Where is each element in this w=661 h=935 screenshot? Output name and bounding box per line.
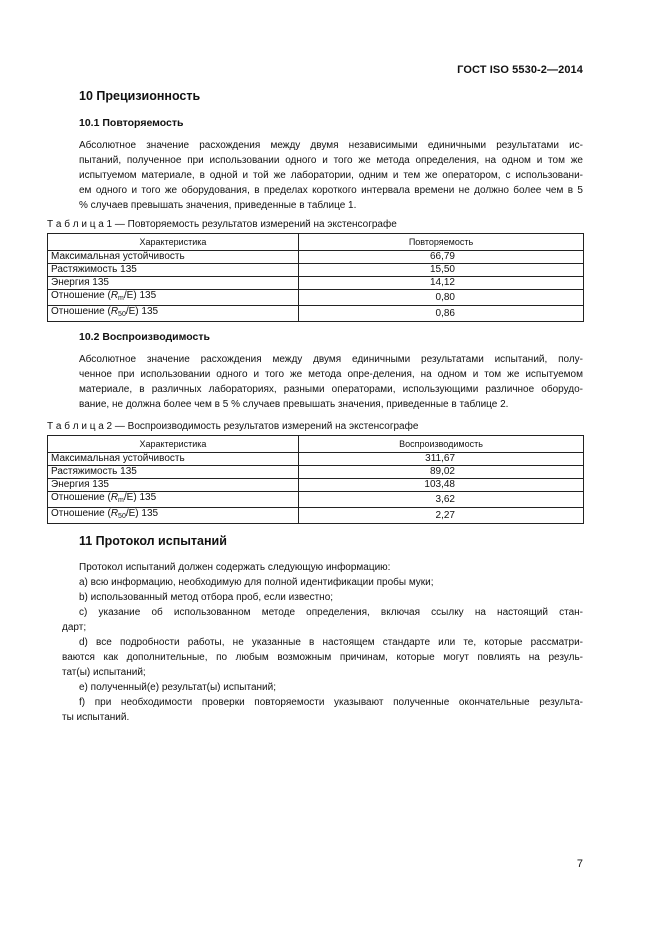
list-item: f) при необходимости проверки повторяемости указывают полученные окончательные результа- (79, 697, 583, 708)
column-header: Повторяемость (299, 234, 584, 251)
table-1-caption-text: — Повторяемость результатов измерений на экстенсографе (112, 219, 397, 230)
row-name: Растяжимость 135 (48, 466, 299, 479)
row-name-text: Отношение ( (51, 290, 111, 301)
document-id-header: ГОСТ ISO 5530-2—2014 (457, 64, 583, 76)
paragraph-line: испытуемом материале, в одной и той же лаборатории, одним и тем же оператором, с использовани- (79, 170, 583, 181)
page-number: 7 (576, 858, 583, 870)
row-value: 89,02 (299, 466, 584, 479)
row-value: 311,67 (299, 453, 584, 466)
table-row (48, 251, 584, 264)
paragraph-line: % случаев превышать значения, приведенные в таблице 1. (79, 200, 357, 211)
paragraph-line: материале, в различных лабораториях, разными операторами, использующими различное оборудо- (79, 384, 583, 395)
row-value: 3,62 (299, 492, 584, 508)
row-name (48, 306, 299, 322)
list-item: e) полученный(е) результат(ы) испытаний; (79, 682, 276, 693)
table-row (48, 306, 584, 322)
table-row (48, 277, 584, 290)
table-1-caption-prefix: Т а б л и ц а 1 (47, 219, 113, 230)
row-value: 2,27 (299, 508, 584, 524)
table-header-row (48, 436, 584, 453)
table-row (48, 290, 584, 306)
table-row (48, 479, 584, 492)
column-header: Характеристика (48, 436, 299, 453)
row-value: 103,48 (299, 479, 584, 492)
row-name-variable: R (110, 306, 119, 317)
subsection-10-1-title: 10.1 Повторяемость (79, 117, 184, 129)
paragraph-line: ем одного и того же оборудования, в пределах короткого интервала времени не должно более чем в 5 (79, 185, 583, 196)
test-report-list (62, 560, 583, 725)
section-11-title: 11 Протокол испытаний (79, 534, 227, 548)
list-item-continuation: ваются как дополнительные, по любым возможным причинам, которые могут повлиять на резуль- (62, 652, 583, 663)
row-name-text: Отношение ( (51, 508, 111, 519)
subsection-10-2-title: 10.2 Воспроизводимость (79, 331, 210, 343)
row-name-text: Отношение ( (51, 306, 111, 317)
row-name-variable: R (110, 492, 119, 503)
table-row (48, 508, 584, 524)
row-value: 0,80 (299, 290, 584, 306)
row-name-text: /E) 135 (125, 508, 159, 519)
row-name: Максимальная устойчивость (48, 453, 299, 466)
row-name-subscript: m (118, 295, 124, 302)
table-header-row (48, 234, 584, 251)
list-item-continuation: ты испытаний. (62, 712, 130, 723)
list-intro: Протокол испытаний должен содержать следующую информацию: (79, 562, 391, 573)
table-2-caption-text: — Воспроизводимость результатов измерений на экстенсографе (112, 421, 419, 432)
row-name-text: /E) 135 (123, 290, 157, 301)
row-name-variable: R (110, 508, 119, 519)
paragraph-line: вание, не должна более чем в 5 % случаев превышать значения, приведенные в таблице 2. (79, 399, 509, 410)
row-name: Растяжимость 135 (48, 264, 299, 277)
table-row (48, 264, 584, 277)
paragraph-line: пытаний, полученное при использовании одного и того же метода определения, на одном и том же (79, 155, 583, 166)
section-10-title: 10 Прецизионность (79, 89, 201, 103)
repeatability-paragraph (79, 138, 583, 213)
row-name-text: /E) 135 (125, 306, 159, 317)
row-name (48, 508, 299, 524)
list-item-continuation: тат(ы) испытаний; (62, 667, 146, 678)
list-item: c) указание об использованном методе определения, включая ссылку на настоящий стан- (79, 607, 583, 618)
table-row (48, 453, 584, 466)
table-1-repeatability (47, 233, 584, 322)
table-row (48, 492, 584, 508)
reproducibility-paragraph (79, 352, 583, 412)
row-name (48, 290, 299, 306)
list-item: b) использованный метод отбора проб, если известно; (79, 592, 334, 603)
row-name: Энергия 135 (48, 479, 299, 492)
row-value: 0,86 (299, 306, 584, 322)
column-header: Воспроизводимость (299, 436, 584, 453)
paragraph-line: ченное при использовании одного и того же метода опре-деления, на одном и том же испытуемом (79, 369, 583, 380)
row-name-text: /E) 135 (123, 492, 157, 503)
list-item-continuation: дарт; (62, 622, 87, 633)
paragraph-line: Абсолютное значение расхождения между двумя единичными результатами испытаний, полу- (79, 354, 583, 365)
table-2-caption (47, 421, 418, 432)
list-item: d) все подробности работы, не указанные в настоящем стандарте или те, которые рассматри- (79, 637, 583, 648)
row-value: 14,12 (299, 277, 584, 290)
row-name-variable: R (110, 290, 119, 301)
list-item: a) всю информацию, необходимую для полной идентификации пробы муки; (79, 577, 434, 588)
row-name: Энергия 135 (48, 277, 299, 290)
row-value: 66,79 (299, 251, 584, 264)
row-name-subscript: 50 (118, 311, 126, 318)
row-name-subscript: m (118, 497, 124, 504)
row-name-text: Отношение ( (51, 492, 111, 503)
row-value: 15,50 (299, 264, 584, 277)
table-row (48, 466, 584, 479)
table-2-caption-prefix: Т а б л и ц а 2 (47, 421, 113, 432)
column-header: Характеристика (48, 234, 299, 251)
row-name: Максимальная устойчивость (48, 251, 299, 264)
row-name (48, 492, 299, 508)
paragraph-line: Абсолютное значение расхождения между двумя независимыми единичными результатами ис- (79, 140, 583, 151)
table-2-reproducibility (47, 435, 584, 524)
table-1-caption (47, 219, 397, 230)
row-name-subscript: 50 (118, 513, 126, 520)
